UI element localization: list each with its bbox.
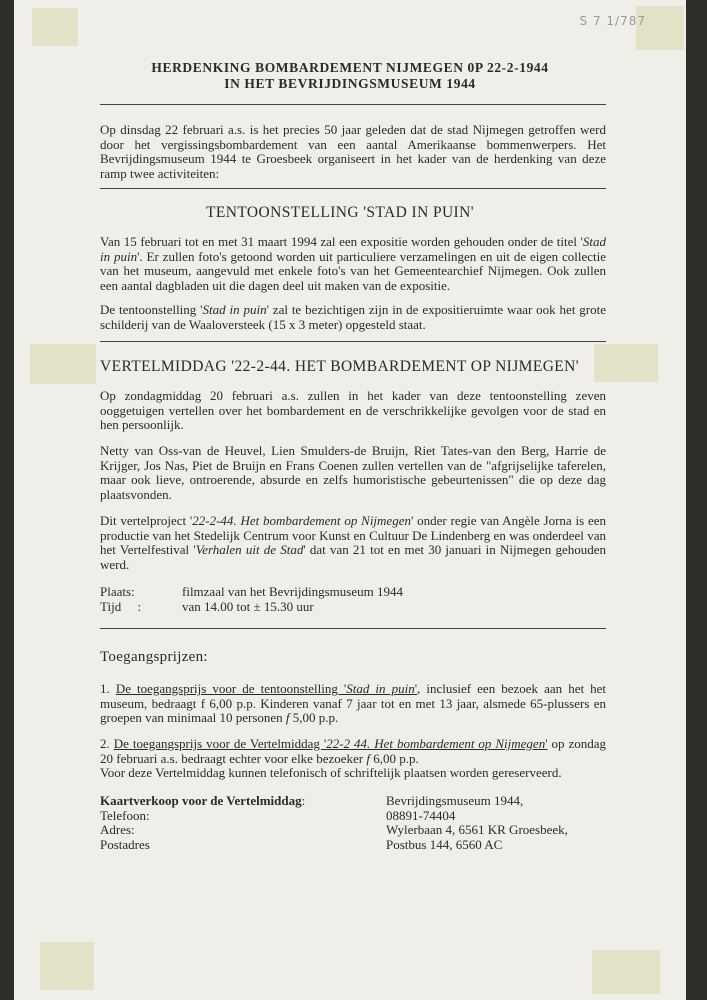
museum-name: Bevrijdingsmuseum 1944, — [386, 793, 524, 808]
storytelling-paragraph-3: Dit vertelproject '22-2-44. Het bombardement op Nijmegen' onder regie van Angèle Jorna is een productie van het Stedelijk Centrum voor Kunst en Cultuur De Lindenberg en was onderdeel van het Vertelfestival 'Verhalen uit de Stad' dat van 21 tot en met 30 januari in Nijmegen gehouden werd. — [100, 513, 606, 572]
document-title — [14, 60, 686, 92]
time-label: Tijd : — [100, 599, 142, 614]
place-value: filmzaal van het Bevrijdingsmuseum 1944 — [182, 584, 403, 599]
document-page — [14, 0, 686, 1000]
address-value: Wylerbaan 4, 6561 KR Groesbeek, — [386, 822, 568, 837]
section-heading-exhibition: TENTOONSTELLING 'STAD IN PUIN' — [206, 204, 474, 221]
handwritten-reference: S 7 1/787 — [579, 14, 646, 28]
divider — [100, 341, 606, 342]
phone-value: 08891-74404 — [386, 808, 456, 823]
divider — [100, 104, 606, 105]
phone-label: Telefoon: — [100, 808, 150, 823]
postal-address-label: Postadres — [100, 837, 150, 852]
tape-top-left — [32, 8, 78, 46]
tape-bottom-right — [592, 950, 660, 994]
tape-mid-right — [594, 344, 658, 382]
prices-heading: Toegangsprijzen: — [100, 649, 208, 665]
price-item-storytelling: 2. De toegangsprijs voor de Vertelmiddag '22-2 44. Het bombardement op Nijmegen' op zondag 20 februari a.s. bedraagt echter voor elke bezoeker f 6,00 p.p. Voor deze Vertelmiddag kunnen telefonisch of schriftelijk plaatsen worden gereserveerd. — [100, 736, 607, 781]
title-line-1: HERDENKING BOMBARDEMENT NIJMEGEN 0P 22-2-1944 — [151, 60, 549, 75]
tape-mid-left — [30, 344, 96, 384]
divider — [100, 188, 606, 189]
storytelling-paragraph-1: Op zondagmiddag 20 februari a.s. zullen in het kader van deze tentoonstelling zeven ooggetuigen vertellen over het bombardement en de verschrikkelijke gevolgen voor de stad en hen persoonlijk. — [100, 388, 606, 433]
tape-top-right — [636, 6, 684, 50]
postal-address-value: Postbus 144, 6560 AC — [386, 837, 503, 852]
storytelling-paragraph-2: Netty van Oss-van de Heuvel, Lien Smulders-de Bruijn, Riet Tates-van den Berg, Harrie de Krijger, Jos Nas, Piet de Bruijn en Frans Coenen zullen vertellen van de "afgrijselijke taferelen, maar ook lieve, ontroerende, absurde en zelfs humoristische gebeurtenissen" die op deze dag plaatsvonden. — [100, 443, 606, 502]
tape-bottom-left — [40, 942, 94, 990]
ticket-sales-heading: Kaartverkoop voor de Vertelmiddag: — [100, 793, 306, 808]
exhibition-paragraph-2: De tentoonstelling 'Stad in puin' zal te bezichtigen zijn in de expositieruimte waar ook het grote schilderij van de Waaloversteek (15 x 3 meter) opgesteld staat. — [100, 302, 607, 332]
time-value: van 14.00 tot ± 15.30 uur — [182, 599, 314, 614]
section-heading-storytelling: VERTELMIDDAG '22-2-44. HET BOMBARDEMENT OP NIJMEGEN' — [100, 358, 579, 375]
place-label: Plaats: — [100, 584, 135, 599]
address-label: Adres: — [100, 822, 135, 837]
price-item-exhibition: 1. De toegangsprijs voor de tentoonstelling 'Stad in puin', inclusief een bezoek aan het het museum, bedraagt f 6,00 p.p. Kinderen vanaf 7 jaar tot en met 13 jaar, alsmede 65-plussers en groepen van minimaal 10 personen f 5,00 p.p. — [100, 681, 607, 726]
exhibition-paragraph-1: Van 15 februari tot en met 31 maart 1994 zal een expositie worden gehouden onder de titel 'Stad in puin'. Er zullen foto's getoond worden uit particuliere verzamelingen en uit de eigen collectie van het museum, aangevuld met enkele foto's van het Gemeentearchief Nijmegen. Ook zullen een aantal dagbladen uit die dagen deel uit maken van de expositie. — [100, 234, 606, 293]
intro-paragraph: Op dinsdag 22 februari a.s. is het precies 50 jaar geleden dat de stad Nijmegen getroffen werd door het vergissingsbombardement van een aantal Amerikaanse bommenwerpers. Het Bevrijdingsmuseum 1944 te Groesbeek organiseert in het kader van de herdenking van deze ramp twee activiteiten: — [100, 122, 606, 181]
divider — [100, 628, 606, 629]
title-line-2: IN HET BEVRIJDINGSMUSEUM 1944 — [224, 76, 476, 91]
